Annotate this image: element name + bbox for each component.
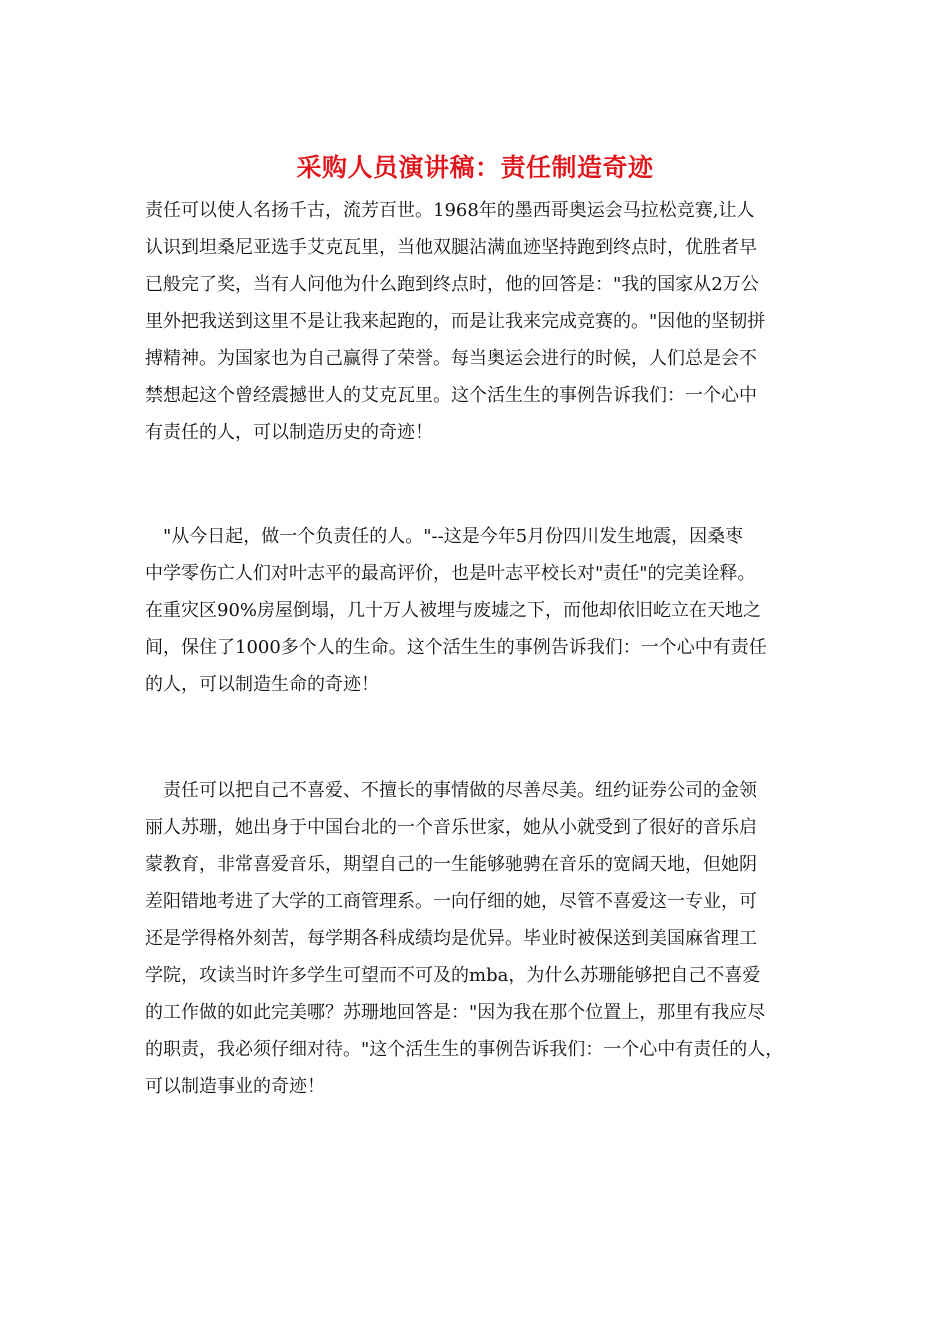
paragraph-3 bbox=[145, 772, 813, 1105]
paragraph-line: 在重灾区90%房屋倒塌，几十万人被埋与废墟之下，而他却依旧屹立在天地之 bbox=[145, 600, 762, 621]
paragraph-line: 还是学得格外刻苦，每学期各科成绩均是优异。毕业时被保送到美国麻省理工 bbox=[145, 928, 757, 949]
paragraph-line: "从今日起，做一个负责任的人。"--这是今年5月份四川发生地震，因桑枣 bbox=[145, 526, 744, 547]
paragraph-line: 责任可以使人名扬千古，流芳百世。1968年的墨西哥奥运会马拉松竞赛,让人 bbox=[145, 200, 755, 221]
document-title: 采购人员演讲稿：责任制造奇迹 bbox=[296, 153, 654, 182]
paragraph-line: 可以制造事业的奇迹！ bbox=[145, 1076, 325, 1097]
paragraph-line: 已般完了奖，当有人问他为什么跑到终点时，他的回答是："我的国家从2万公 bbox=[145, 274, 759, 295]
paragraph-line: 认识到坦桑尼亚选手艾克瓦里，当他双腿沾满血迹坚持跑到终点时，优胜者早 bbox=[145, 237, 757, 258]
paragraph-line: 里外把我送到这里不是让我来起跑的，而是让我来完成竞赛的。"因他的坚韧拼 bbox=[145, 311, 766, 332]
paragraph-line: 的工作做的如此完美哪？苏珊地回答是："因为我在那个位置上，那里有我应尽 bbox=[145, 1002, 766, 1023]
paragraph-line: 有责任的人，可以制造历史的奇迹！ bbox=[145, 422, 433, 443]
paragraph-line: 中学零伤亡人们对叶志平的最高评价，也是叶志平校长对"责任"的完美诠释。 bbox=[145, 563, 756, 584]
paragraph-line: 丽人苏珊，她出身于中国台北的一个音乐世家，她从小就受到了很好的音乐启 bbox=[145, 817, 757, 838]
paragraph-line: 差阳错地考进了大学的工商管理系。一向仔细的她，尽管不喜爱这一专业，可 bbox=[145, 891, 757, 912]
paragraph-1 bbox=[145, 192, 813, 451]
paragraph-line: 搏精神。为国家也为自己赢得了荣誉。每当奥运会进行的时候，人们总是会不 bbox=[145, 348, 757, 369]
paragraph-line: 的职责，我必须仔细对待。"这个活生生的事例告诉我们：一个心中有责任的人， bbox=[145, 1039, 784, 1060]
paragraph-line: 学院，攻读当时许多学生可望而不可及的mba，为什么苏珊能够把自己不喜爱 bbox=[145, 965, 761, 986]
paragraph-line: 禁想起这个曾经震撼世人的艾克瓦里。这个活生生的事例告诉我们：一个心中 bbox=[145, 385, 757, 406]
paragraph-line: 责任可以把自己不喜爱、不擅长的事情做的尽善尽美。纽约证券公司的金领 bbox=[145, 780, 757, 801]
paragraph-line: 的人，可以制造生命的奇迹！ bbox=[145, 674, 379, 695]
paragraph-2 bbox=[145, 518, 813, 703]
paragraph-line: 间，保住了1000多个人的生命。这个活生生的事例告诉我们：一个心中有责任 bbox=[145, 637, 767, 658]
paragraph-line: 蒙教育，非常喜爱音乐，期望自己的一生能够驰骋在音乐的宽阔天地，但她阴 bbox=[145, 854, 757, 875]
